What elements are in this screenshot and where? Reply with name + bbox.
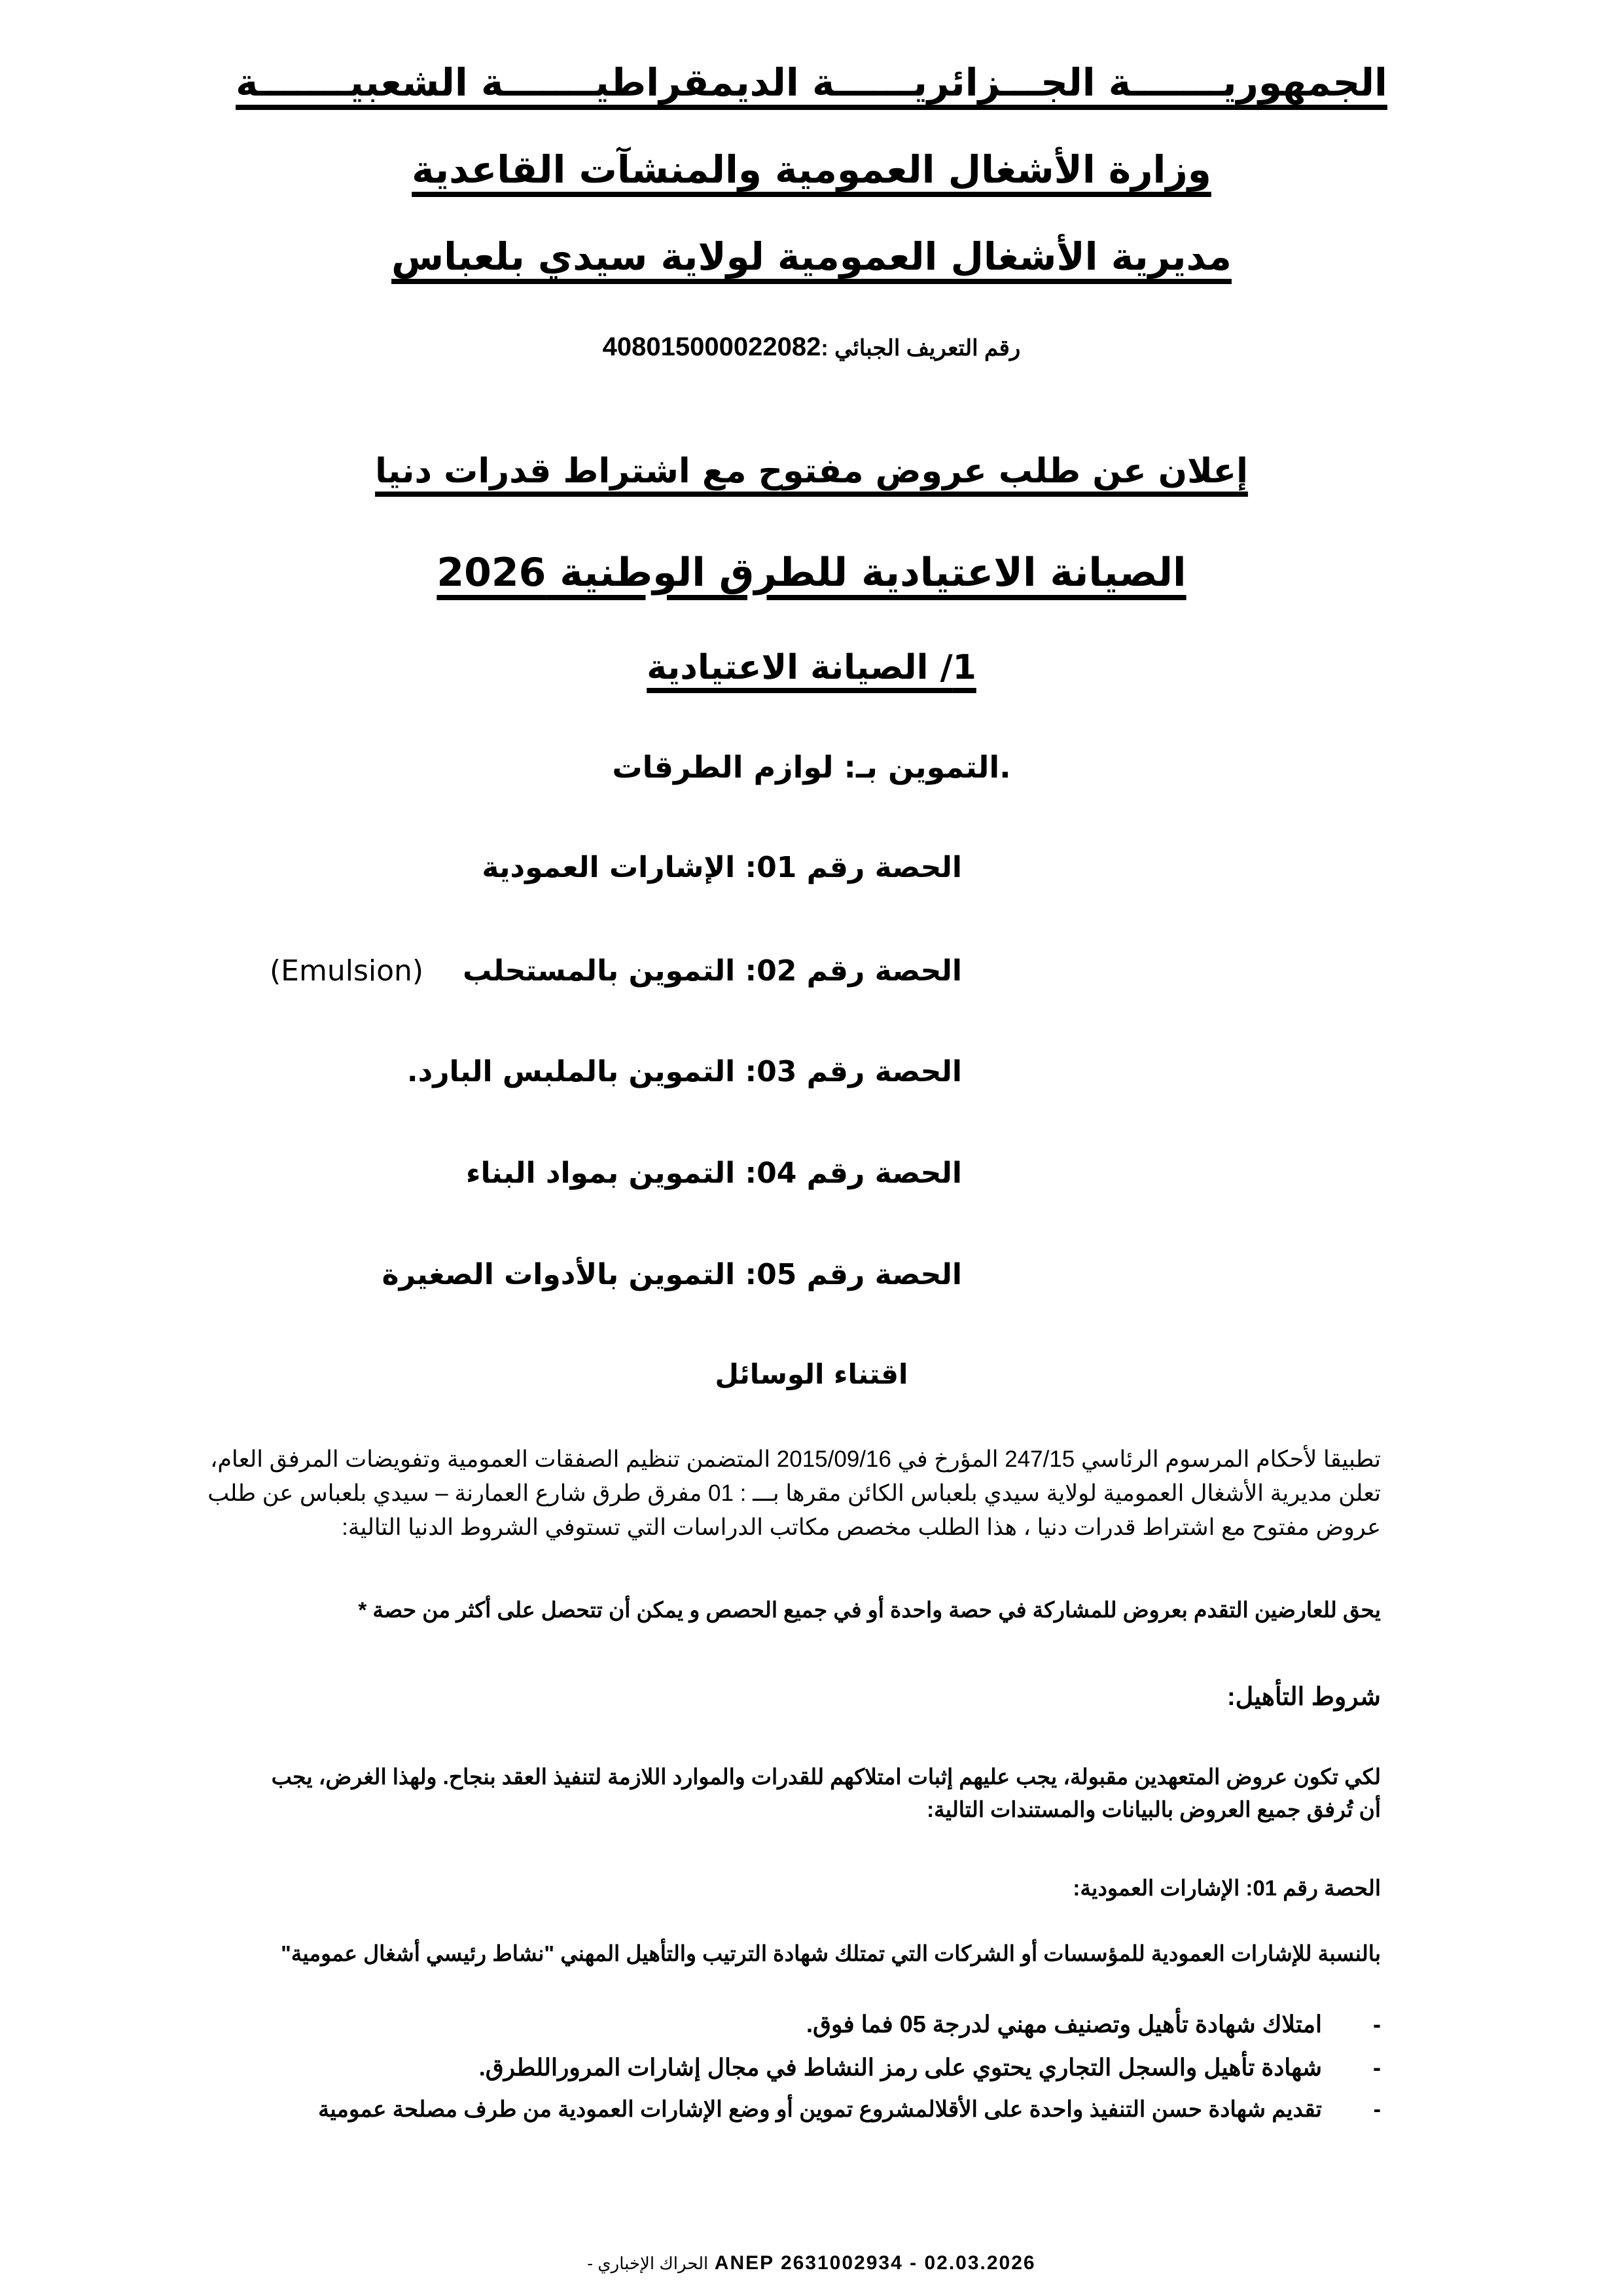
footer-reference: ANEP 2631002934 - 02.03.2026	[714, 2252, 1036, 2274]
section-1-heading: 1/ الصيانة الاعتيادية	[647, 648, 976, 687]
directorate-heading: مديرية الأشغال العمومية لولاية سيدي بلعباس	[391, 234, 1232, 279]
tax-id-label: رقم التعريف الجبائي :	[821, 336, 1021, 361]
lot-02-emulsion: (Emulsion)	[270, 954, 424, 988]
participation-note: يحق للعارضين التقدم بعروض للمشاركة في حصة واحدة أو في جميع الحصص و يمكن أن تتحصل على أكثر من حصة *	[358, 1598, 1381, 1622]
acquisition-heading: اقتناء الوسائل	[715, 1358, 908, 1390]
requirement-text: شهادة تأهيل والسجل التجاري يحتوي على رمز النشاط في مجال إشارات المروراللطرق.	[478, 2054, 1322, 2081]
announcement-title: إعلان عن طلب عروض مفتوح مع اشتراط قدرات دنيا	[375, 452, 1248, 491]
announcement-subject: الصيانة الاعتيادية للطرق الوطنية 2026	[437, 550, 1186, 596]
lot-02-label: الحصة رقم 02: التموين بالمستحلب	[463, 954, 962, 988]
tax-id	[0, 332, 1623, 362]
intro-line-1: تطبيقا لأحكام المرسوم الرئاسي 247/15 المؤرخ في 2015/09/16 المتضمن تنظيم الصفقات العمومية وتفويضات المرفق العام،	[210, 1446, 1381, 1472]
requirement-text: امتلاك شهادة تأهيل وتصنيف مهني لدرجة 05 فما فوق.	[806, 2011, 1322, 2037]
lot-02	[270, 954, 962, 988]
lot-03: الحصة رقم 03: التموين بالملبس البارد.	[406, 1055, 962, 1088]
footer-publication: - الحراك الإخباري	[587, 2253, 709, 2273]
tax-id-value: 408015000022082	[602, 332, 821, 361]
requirement-text: تقديم شهادة حسن التنفيذ واحدة على الأقلالمشروع تموين أو وضع الإشارات العمودية من طرف مصلحة عمومية	[318, 2097, 1322, 2122]
lot-01: الحصة رقم 01: الإشارات العمودية	[482, 851, 962, 884]
bullet-dash: -	[1373, 2097, 1381, 2122]
requirement-item	[806, 2011, 1381, 2038]
requirement-item	[479, 2054, 1381, 2081]
footer	[0, 2251, 1623, 2274]
lot1-requirements-heading: الحصة رقم 01: الإشارات العمودية:	[1073, 1876, 1381, 1900]
lot1-requirements-intro: بالنسبة للإشارات العمودية للمؤسسات أو الشركات التي تمتلك شهادة الترتيب والتأهيل المهني "نشاط رئيسي أشغال عمومية"	[281, 1941, 1381, 1965]
ministry-heading: وزارة الأشغال العمومية والمنشآت القاعدية	[412, 147, 1211, 192]
bullet-dash: -	[1373, 2011, 1381, 2037]
bullet-dash: -	[1373, 2054, 1381, 2081]
qualification-line-1: لكي تكون عروض المتعهدين مقبولة، يجب عليهم إثبات امتلاكهم للقدرات والموارد اللازمة لتنفيذ العقد بنجاح. ولهذا الغرض، يجب	[271, 1765, 1381, 1789]
lot-05: الحصة رقم 05: التموين بالأدوات الصغيرة	[382, 1258, 962, 1291]
republic-heading: الجمهوريـــــــة الجـــزائريــــــة الديمقراطيـــــــة الشعبيـــــــة	[236, 60, 1387, 105]
intro-line-2: تعلن مديرية الأشغال العمومية لولاية سيدي بلعباس الكائن مقرها بـــ : 01 مفرق طرق شارع العمارنة – سيدي بلعباس عن طلب	[207, 1480, 1381, 1506]
qualification-heading: شروط التأهيل:	[1227, 1683, 1381, 1711]
intro-line-3: عروض مفتوح مع اشتراط قدرات دنيا ، هذا الطلب مخصص مكاتب الدراسات التي تستوفي الشروط الدنيا التالية:	[342, 1515, 1381, 1540]
requirement-item	[318, 2096, 1381, 2123]
qualification-line-2: أن تُرفق جميع العروض بالبيانات والمستندات التالية:	[927, 1797, 1381, 1821]
supply-line: .التموين بـ: لوازم الطرقات	[612, 749, 1011, 785]
lot-04: الحصة رقم 04: التموين بمواد البناء	[466, 1157, 962, 1190]
